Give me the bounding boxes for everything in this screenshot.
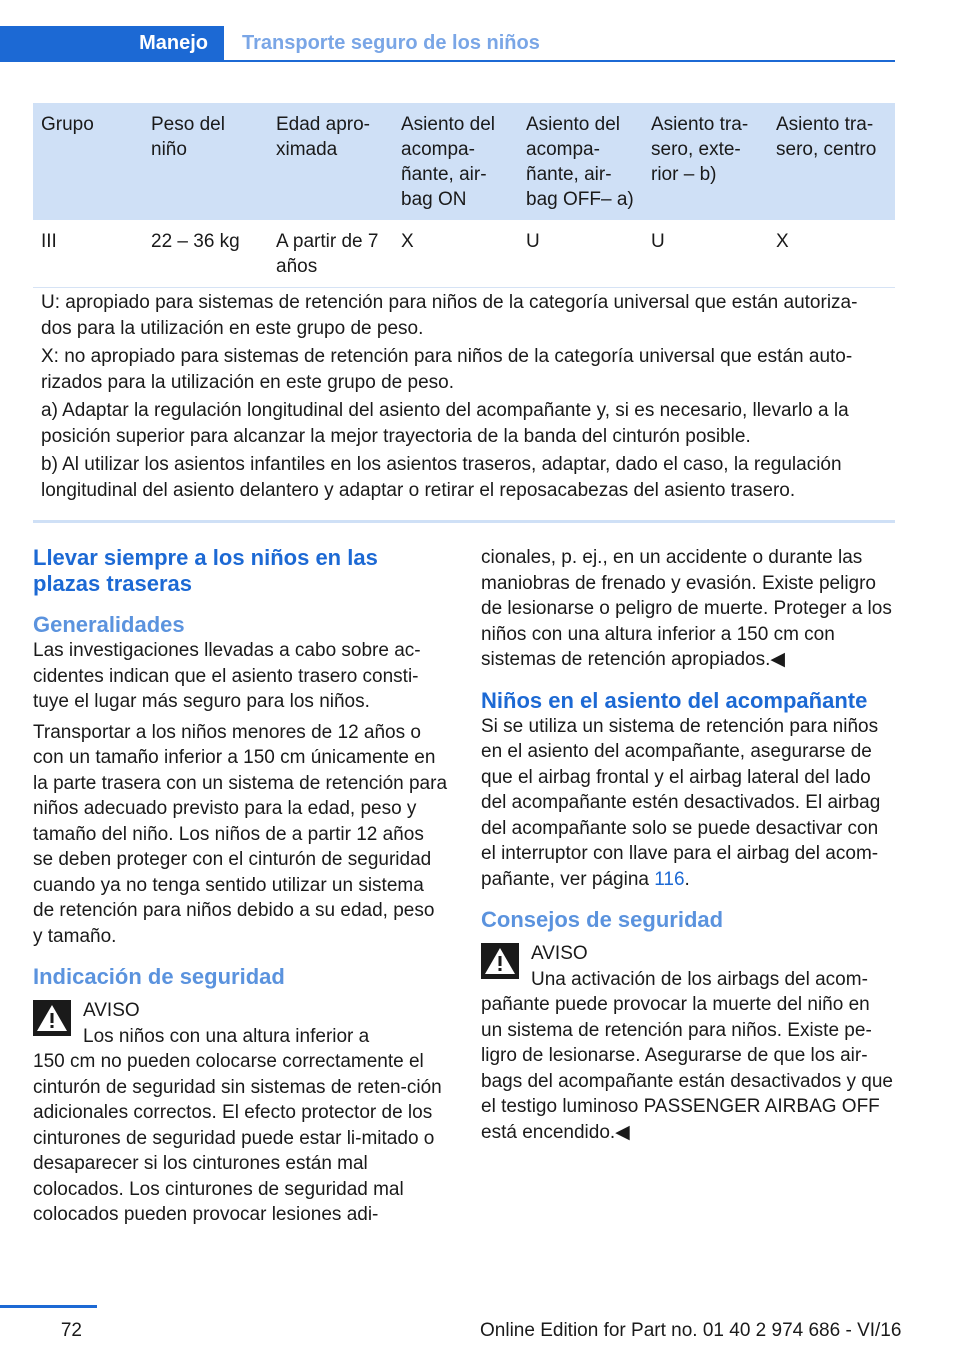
warning-icon: [33, 1000, 71, 1036]
table-header-line: Peso del: [151, 114, 225, 135]
table-header-line: ximada: [276, 139, 338, 160]
table-header-line: sero, exte-: [651, 139, 741, 160]
table-header-cell: [643, 103, 768, 220]
edition-text: Online Edition for Part no. 01 40 2 974 686 - VI/16: [480, 1320, 902, 1341]
warning-icon: [481, 943, 519, 979]
table-cell: X: [768, 220, 895, 288]
table-header-line: rior – b): [651, 164, 717, 185]
section-title: Llevar siempre a los niños en las plazas traseras: [33, 545, 378, 596]
table-header-line: acompa-: [401, 139, 475, 160]
warning-text: pañante puede provocar la muerte del niño en un sistema de retención para niños. Existe pe-ligro de lesionarse. Asegurarse de que los air-bags del acompañante están desactivados y que el testigo luminoso PASSENGER AIRBAG OFF está encendido.◀: [481, 994, 893, 1143]
table-header-line: ñante, air-: [401, 164, 487, 185]
page-link[interactable]: 116: [654, 868, 685, 890]
table-header-line: bag ON: [401, 189, 467, 210]
table-cell: U: [518, 220, 643, 288]
table-header-cell: [518, 103, 643, 220]
chapter-tab[interactable]: Manejo: [0, 26, 224, 60]
left-column: [33, 545, 448, 1233]
table-cell: 22 – 36 kg: [143, 220, 268, 288]
table-cell: III: [33, 220, 143, 288]
section-tab-bar: [0, 26, 895, 62]
note-b: b) Al utilizar los asientos infantiles en los asientos traseros, adaptar, dado el caso, la regulación longitudinal del asiento delantero y adaptar o retirar el reposacabezas del asiento trasero.: [41, 454, 842, 501]
section-tab[interactable]: Transporte seguro de los niños: [242, 31, 540, 54]
note-x: X: no apropiado para sistemas de retención para niños de la categoría universal que están auto-rizados para la utilización en este grupo de peso.: [41, 346, 853, 393]
front-seat-paragraph: [481, 714, 896, 893]
footer-divider: [0, 1305, 97, 1308]
table-header-line: Edad apro-: [276, 114, 371, 135]
note-a: a) Adaptar la regulación longitudinal del asiento del acompañante y, si es necesario, llevarlo a la posición superior para alcanzar la mejor trayectoria de la banda del cinturón posible.: [41, 400, 849, 447]
front-seat-heading: Niños en el asiento del acompañante: [481, 687, 868, 713]
table-header-line: sero, centro: [776, 139, 877, 160]
warning-title: AVISO: [83, 1000, 140, 1021]
table-header-cell: [768, 103, 895, 220]
child-seat-table: [33, 103, 895, 288]
table-header-line: Asiento tra-: [651, 114, 749, 135]
warning-block: [481, 941, 896, 1145]
table-header-row: [33, 103, 895, 220]
page-number: 72: [60, 1320, 82, 1341]
tips-heading: Consejos de seguridad: [481, 907, 724, 932]
right-column: [481, 545, 896, 1150]
table-header-cell: [268, 103, 393, 220]
table-header-cell: [143, 103, 268, 220]
warning-lead: Una activación de los airbags del acom-: [531, 968, 868, 990]
table-header-line: Asiento tra-: [776, 114, 874, 135]
warning-text: 150 cm no pueden colocarse correctamente el cinturón de seguridad sin sistemas de reten-ción adicionales correctos. El efecto protector de los cinturones de seguridad puede estar li-mitado o desaparecer si los cinturones están mal colocados. Los cinturones de seguridad mal colocados pueden provocar lesiones adi-: [33, 1051, 442, 1225]
table-cell: A partir de 7 años: [268, 220, 393, 288]
table-header-line: ñante, air-: [526, 164, 612, 185]
note-u: U: apropiado para sistemas de retención para niños de la categoría universal que están autoriza-dos para la utilización en este grupo de peso.: [41, 292, 858, 339]
front-seat-text: Si se utiliza un sistema de retención para niños en el asiento del acompañante, asegurarse de que el airbag frontal y el airbag lateral del lado del acompañante estén desactivados. El airbag del acompañante solo se puede desactivar con el interruptor con llave para el airbag del acom-pañante, ver página: [481, 715, 881, 890]
table-header-line: niño: [151, 139, 187, 160]
table-header-line: Grupo: [41, 114, 94, 135]
table-header-cell: [393, 103, 518, 220]
table-header-line: bag OFF– a): [526, 189, 634, 210]
table-bottom-divider: [33, 520, 895, 523]
table-header-line: Asiento del: [401, 114, 496, 135]
general-paragraph-1: Las investigaciones llevadas a cabo sobre ac-cidentes indican que el asiento trasero consti-tuye el lugar más seguro para los niños.: [33, 640, 421, 712]
table-header-line: Asiento del: [526, 114, 621, 135]
general-heading: Generalidades: [33, 612, 185, 637]
safety-heading: Indicación de seguridad: [33, 964, 285, 989]
warning-lead: Los niños con una altura inferior a: [83, 1025, 370, 1047]
table-cell: U: [643, 220, 768, 288]
warning-title: AVISO: [531, 943, 588, 964]
table-cell: X: [393, 220, 518, 288]
warning-continuation: cionales, p. ej., en un accidente o durante las maniobras de frenado y evasión. Existe peligro de lesionarse o peligro de muerte. Proteger a los niños con una altura inferior a 150 cm con sistemas de retención apropiados.◀: [481, 547, 892, 670]
general-paragraph-2: Transportar a los niños menores de 12 años o con un tamaño inferior a 150 cm únicamente en la parte trasera con un sistema de retención para niños adecuado previsto para la edad, peso y tamaño del niño. Los niños de a partir 12 años se deben proteger con el cinturón de seguridad cuando ya no tenga sentido utilizar un sistema de retención para niños debido a su edad, peso y tamaño.: [33, 721, 448, 947]
table-header-cell: [33, 103, 143, 220]
front-seat-end: .: [684, 868, 690, 890]
table-notes: [33, 290, 895, 506]
table-row: [33, 220, 895, 288]
warning-block: [33, 998, 448, 1228]
table-header-line: acompa-: [526, 139, 600, 160]
